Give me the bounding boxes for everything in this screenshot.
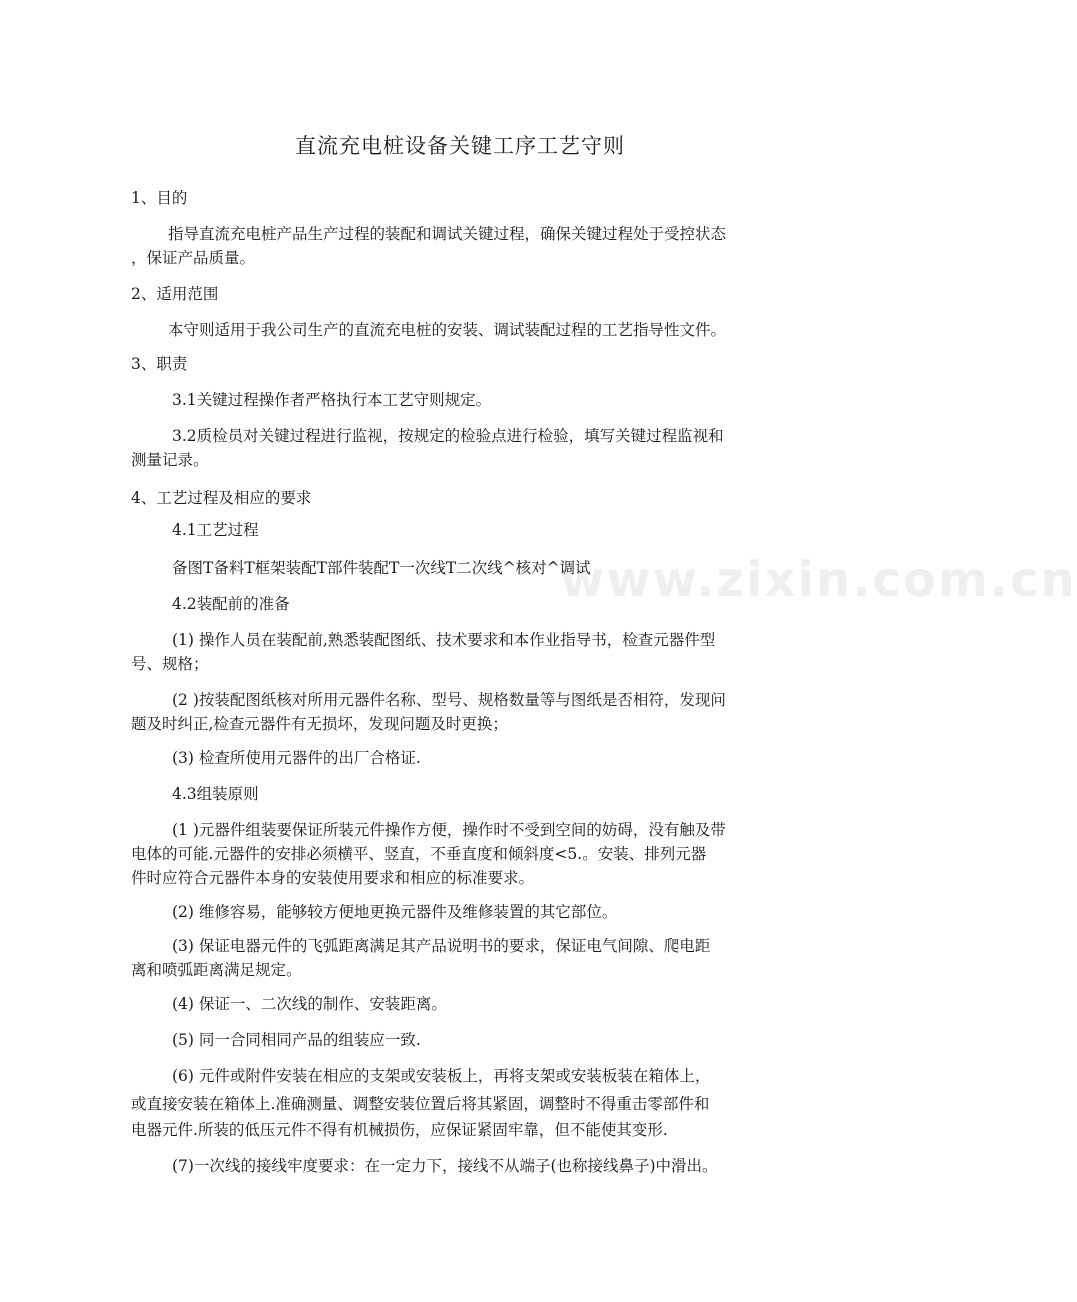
subsection-heading: 4.2装配前的准备 (172, 595, 290, 613)
paragraph-line: 离和喷弧距离满足规定。 (131, 961, 302, 979)
paragraph-line: (1 )元器件组装要保证所装元件操作方便，操作时不受到空间的妨碍，没有触及带 (172, 821, 726, 839)
paragraph-line: 号、规格； (131, 655, 209, 673)
process-flow: 备图T备料T框架装配T部件装配T一次线T二次线^核对^调试 (172, 559, 591, 577)
paragraph-line: (3) 检查所使用元器件的出厂合格证. (172, 749, 421, 767)
section-heading-3: 3、职责 (131, 355, 188, 373)
subsection-heading: 4.1工艺过程 (172, 521, 259, 539)
section-heading-1: 1、目的 (131, 189, 188, 207)
paragraph-line: (2) 维修容易，能够较方便地更换元器件及维修装置的其它部位。 (172, 903, 618, 921)
paragraph-line: 3.2质检员对关键过程进行监视，按规定的检验点进行检验，填写关键过程监视和 (172, 427, 724, 445)
paragraph-line: 件时应符合元器件本身的安装使用要求和相应的标准要求。 (131, 869, 535, 887)
paragraph-line: (6) 元件或附件安装在相应的支架或安装板上，再将支架或安装板装在箱体上， (172, 1067, 711, 1085)
paragraph-line: ，保证产品质量。 (131, 249, 256, 267)
paragraph-line: 或直接安装在箱体上.准确测量、调整安装位置后将其紧固，调整时不得重击零部件和 (131, 1095, 710, 1113)
paragraph-line: 电体的可能.元器件的安排必须横平、竖直，不垂直度和倾斜度<5.。安装、排列元器 (131, 845, 707, 863)
paragraph-line: 3.1关键过程操作者严格执行本工艺守则规定。 (172, 391, 492, 409)
subsection-heading: 4.3组装原则 (172, 785, 259, 803)
paragraph-line: 指导直流充电桩产品生产过程的装配和调试关键过程，确保关键过程处于受控状态 (168, 225, 727, 243)
paragraph-line: 测量记录。 (131, 451, 209, 469)
document-title: 直流充电桩设备关键工序工艺守则 (295, 134, 625, 158)
paragraph-line: 本守则适用于我公司生产的直流充电桩的安装、调试装配过程的工艺指导性文件。 (168, 321, 727, 339)
section-heading-4: 4、工艺过程及相应的要求 (131, 489, 312, 507)
paragraph-line: 电器元件.所装的低压元件不得有机械损伤，应保证紧固牢靠，但不能使其变形. (131, 1121, 668, 1139)
section-heading-2: 2、适用范围 (131, 285, 219, 303)
paragraph-line: (7)一次线的接线牢度要求：在一定力下，接线不从端子(也称接线鼻子)中滑出。 (172, 1157, 718, 1175)
paragraph-line: (1) 操作人员在装配前,熟悉装配图纸、技术要求和本作业指导书，检查元器件型 (172, 631, 716, 649)
paragraph-line: 题及时纠正,检查元器件有无损坏，发现问题及时更换； (131, 715, 508, 733)
paragraph-line: (4) 保证一、二次线的制作、安装距离。 (172, 995, 447, 1013)
watermark: www.zixin.com.cn (560, 552, 1077, 608)
paragraph-line: (5) 同一合同相同产品的组装应一致. (172, 1031, 421, 1049)
paragraph-line: (3) 保证电器元件的飞弧距离满足其产品说明书的要求，保证电气间隙、爬电距 (172, 937, 711, 955)
paragraph-line: (2 )按装配图纸核对所用元器件名称、型号、规格数量等与图纸是否相符，发现问 (172, 691, 726, 709)
